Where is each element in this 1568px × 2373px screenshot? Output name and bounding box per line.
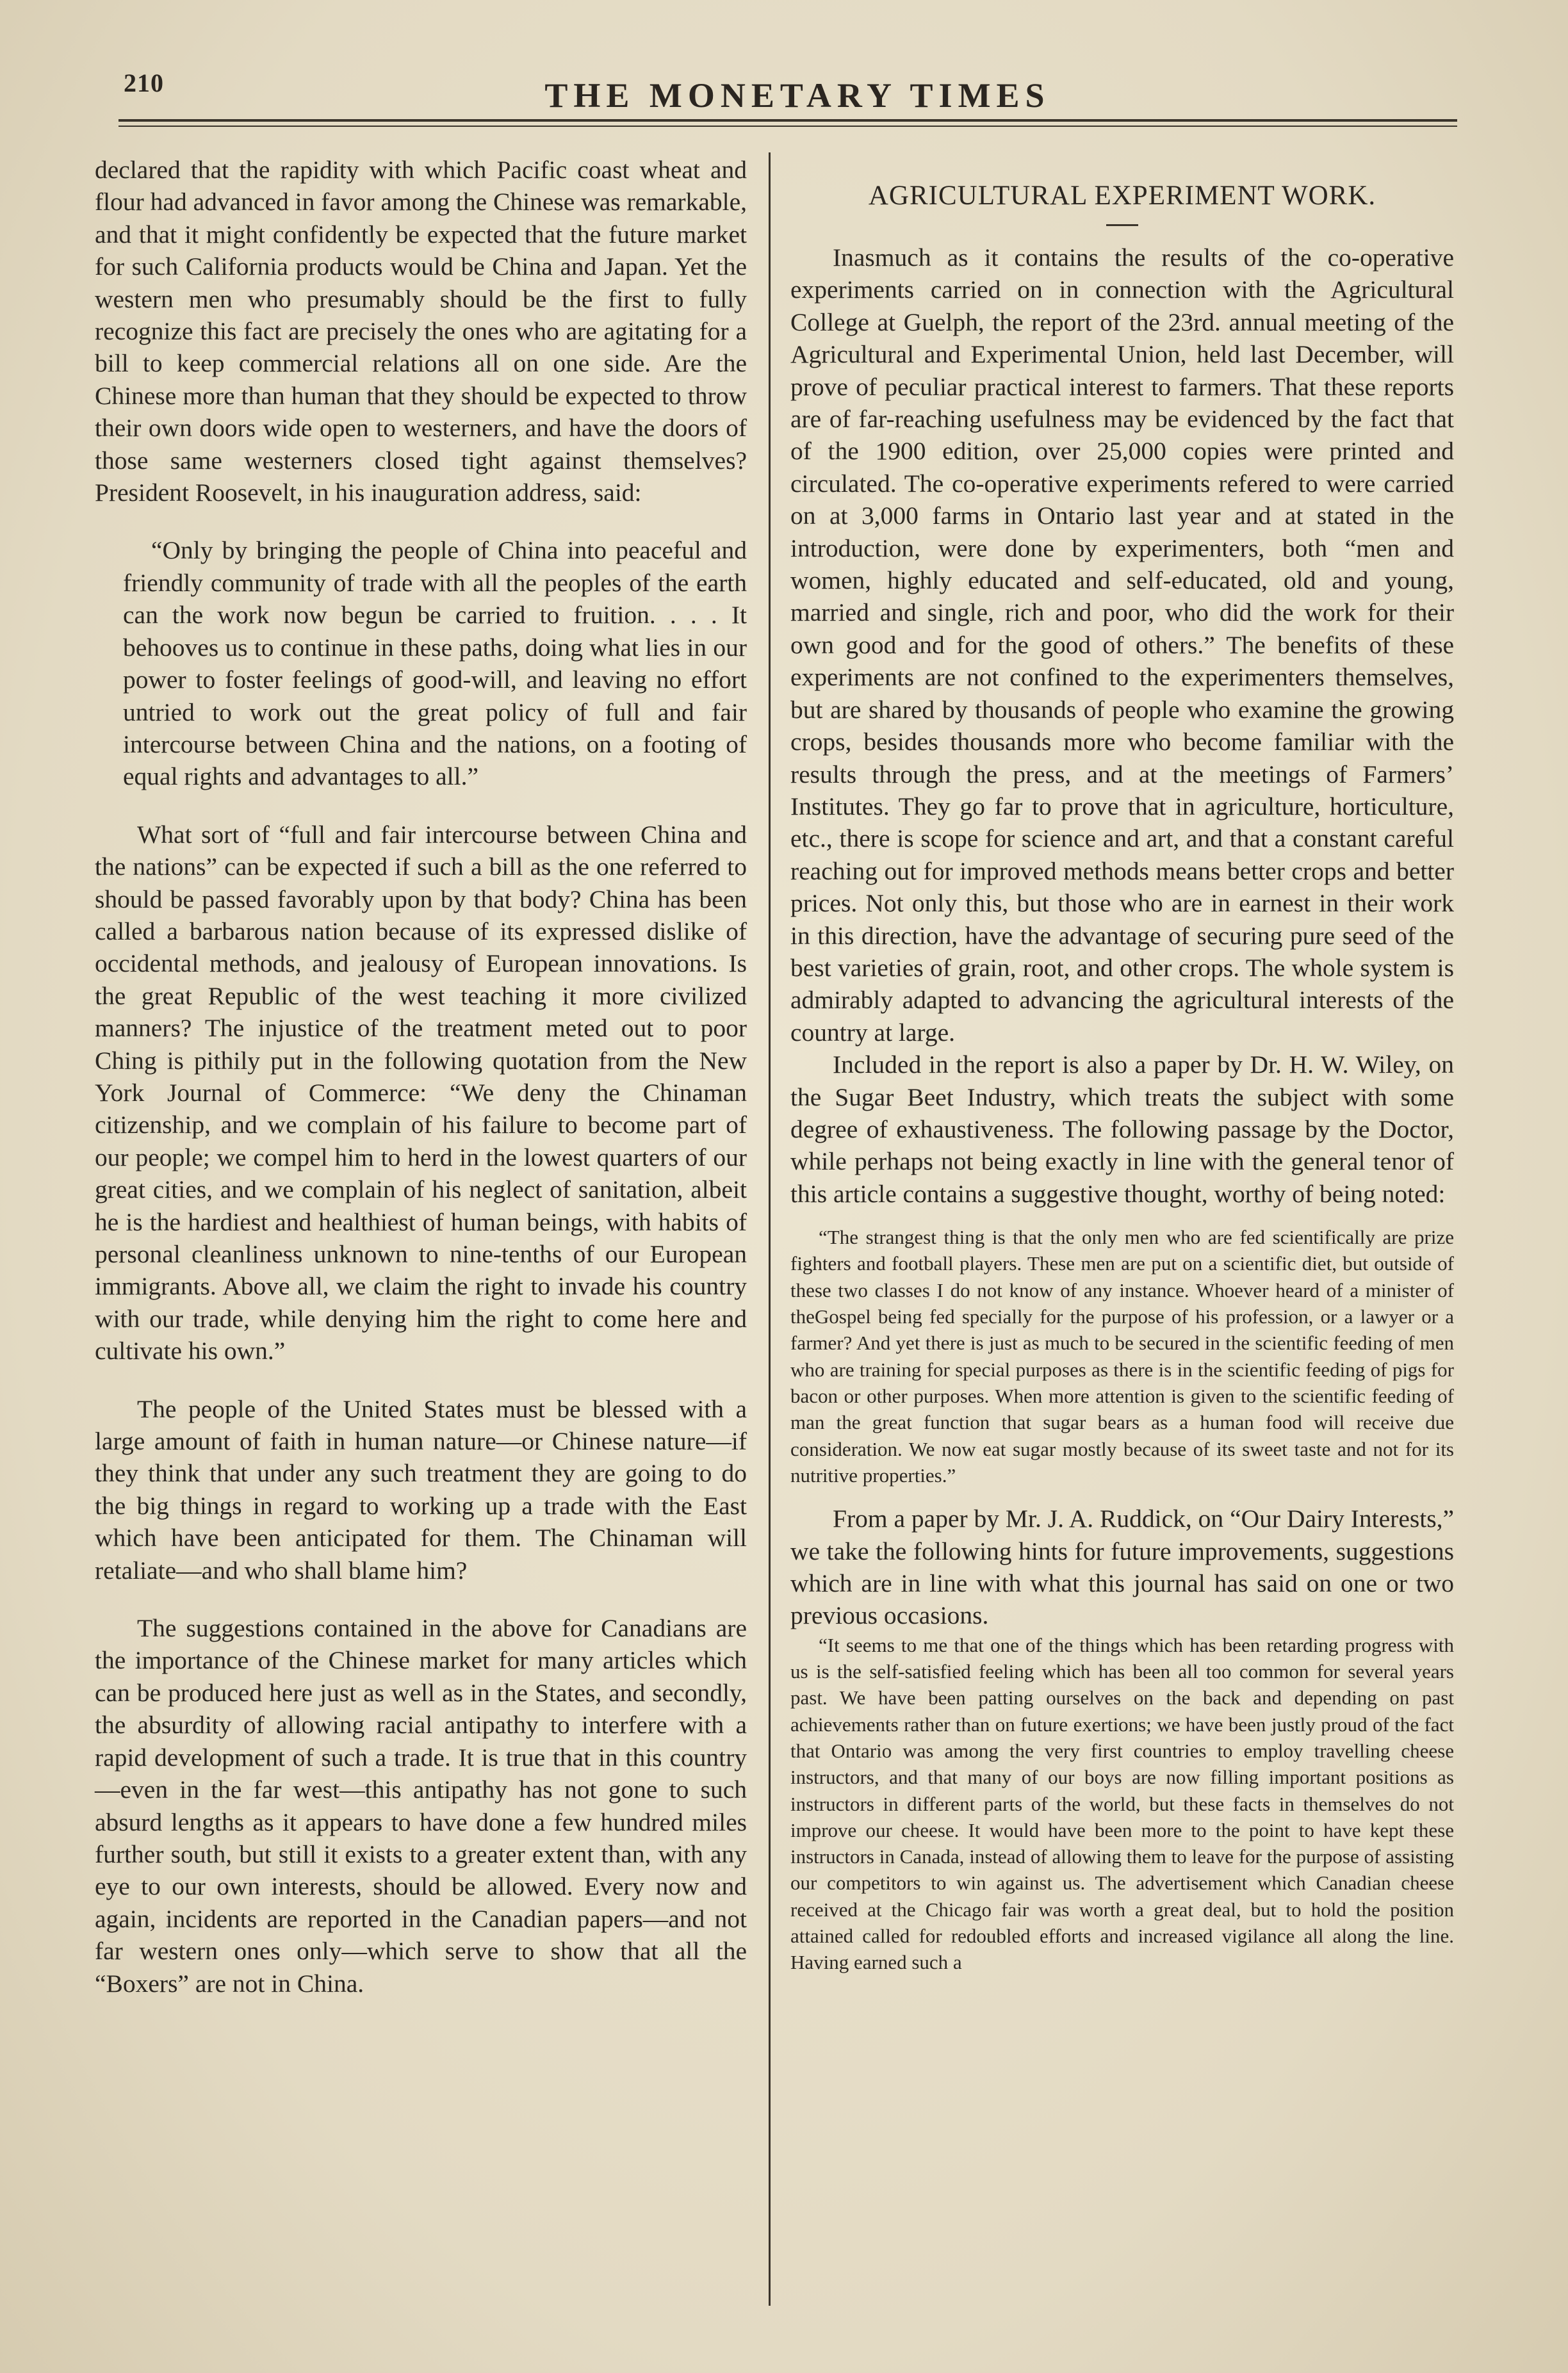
paragraph: What sort of “full and fair intercourse between China and the nations” can be expected if such a bill as the one referred to should be passed favorably upon by that body? China has been called a barbarous nation because of its expressed dislike of occidental methods, and jealousy of European innovations. Is the great Republic of the west teaching it more civilized manners? The injustice of the treatment meted out to poor Ching is pithily put in the following quotation from the New York Journal of Commerce: “We deny the Chinaman citizenship, and we complain of his failure to become part of our people; we compel him to herd in the lowest quarters of our great cities, and we complain of his neglect of sanitation, albeit he is the hardiest and healthiest of human beings, with habits of personal cleanliness unknown to nine-tenths of our European immigrants. Above all, we claim the right to invade his country with our trade, while denying him the right to come here and cultivate his own.” [95, 820, 747, 1366]
left-column [95, 154, 747, 2000]
paragraph: Included in the report is also a paper by Dr. H. W. Wiley, on the Sugar Beet Industry, which treats the subject with some degree of exhaustiveness. The following passage by the Doctor, while perhaps not being exactly in line with the general tenor of this article contains a suggestive thought, worthy of being noted: [790, 1050, 1454, 1208]
right-column [790, 154, 1454, 1976]
ruddick-quote: “It seems to me that one of the things which has been retarding progress with us is the self-satisfied feeling which has been all too common for several years past. We have been patting ourselves on the back and depending on past achievements rather than on future exertions; we have been justly proud of the fact that Ontario was among the very first countries to employ travelling cheese instructors, and that many of our boys are now filling important positions as instructors in different parts of the world, but these facts in themselves do not improve our cheese. It would have been more to the point to have kept these instructors in Canada, instead of allowing them to leave for the purpose of assisting our competitors to win against us. The advertisement which Canadian cheese received at the Chicago fair was worth a great deal, but to hold the position attained called for redoubled efforts and increased vigilance all along the line. Having earned such a [790, 1633, 1454, 1974]
paragraph: The people of the United States must be blessed with a large amount of faith in human nature—or Chinese nature—if they think that under any such treatment they are going to do the big things in regard to working up a trade with the East which have been anticipated for them. The Chinaman will retaliate—and who shall blame him? [95, 1394, 747, 1585]
paragraph: declared that the rapidity with which Pacific coast wheat and flour had advanced in favor among the Chinese was remarkable, and that it might confidently be expected that the future market for such California products would be China and Japan. Yet the western men who presumably should be the first to fully recognize this fact are precisely the ones who are agitating for a bill to keep commercial relations all on one side. Are the Chinese more than human that they should be expected to throw their own doors wide open to westerners, and have the doors of those same westerners closed tight against themselves? President Roosevelt, in his inauguration address, said: [95, 156, 747, 507]
page-header [118, 64, 1457, 141]
masthead-title: THE MONETARY TIMES [544, 76, 1050, 115]
page-number: 210 [124, 69, 164, 97]
wiley-quote: “The strangest thing is that the only men who are fed scientifically are prize fighters and football players. These men are put on a scientific diet, but outside of these two classes I do not know of any instance. Whoever heard of a minister of theGospel being fed specially for the purpose of his profession, or a lawyer or a farmer? And yet there is just as much to be secured in the scientific feeding of men who are training for special purposes as there is in the scientific feeding of pigs for bacon or other purposes. When more attention is given to the scientific feeding of man the great function that sugar bears as a human food will receive due consideration. We now eat sugar mostly because of its sweet taste and not for its nutritive properties.” [790, 1226, 1454, 1487]
roosevelt-quote: “Only by bringing the people of China into peaceful and friendly community of trade with all the peoples of the earth can the work now begun be carried to fruition. . . . It behooves us to continue in these paths, doing what lies in our power to foster feelings of good-will, and leaving no effort untried to work out the great policy of full and fair intercourse between China and the nations, on a footing of equal rights and advantages to all.” [123, 536, 747, 791]
article-title: AGRICULTURAL EXPERIMENT WORK. [868, 181, 1376, 211]
header-rule-thin [118, 126, 1457, 127]
column-divider [769, 152, 771, 2306]
header-rule [118, 119, 1457, 122]
paragraph: The suggestions contained in the above for Canadians are the importance of the Chinese market for many articles which can be produced here just as well as in the States, and secondly, the absurdity of allowing racial antipathy to interfere with a rapid development of such a trade. It is true that in this country—even in the far west—this antipathy has not gone to such absurd lengths as it appears to have done a few hundred miles further south, but still it exists to a greater extent than, with any eye to our own interests, should be allowed. Every now and again, incidents are reported in the Canadian papers—and not far western ones only—which serve to show that all the “Boxers” are not in China. [95, 1614, 747, 1998]
title-rule [1106, 224, 1138, 226]
paragraph: Inasmuch as it contains the results of the co-operative experiments carried on in connection with the Agricultural College at Guelph, the report of the 23rd. annual meeting of the Agricultural and Experimental Union, held last December, will prove of peculiar practical interest to farmers. That these reports are of far-reaching usefulness may be evidenced by the fact that of the 1900 edition, over 25,000 copies were printed and circulated. The co-operative experiments refered to were carried on at 3,000 farms in Ontario last year and at stated in the introduction, were done by experimenters, both “men and women, highly educated and self-educated, old and young, married and single, rich and poor, who did the work for their own good and for the good of others.” The benefits of these experiments are not confined to the experimenters themselves, but are shared by thousands of people who examine the growing crops, besides thousands more who become familiar with the results through the press, and at the meetings of Farmers’ Institutes. They go far to prove that in agriculture, horticulture, etc., there is scope for science and art, and that a constant careful reaching out for improved methods means better crops and better prices. Not only this, but those who are in earnest in their work in this direction, have the advantage of securing pure seed of the best varieties of grain, root, and other crops. The whole system is admirably adapted to advancing the agricultural interests of the country at large. [790, 243, 1454, 1047]
paragraph: From a paper by Mr. J. A. Ruddick, on “Our Dairy Interests,” we take the following hints for future improvements, suggestions which are in line with what this journal has said on one or two previous occasions. [790, 1505, 1454, 1630]
